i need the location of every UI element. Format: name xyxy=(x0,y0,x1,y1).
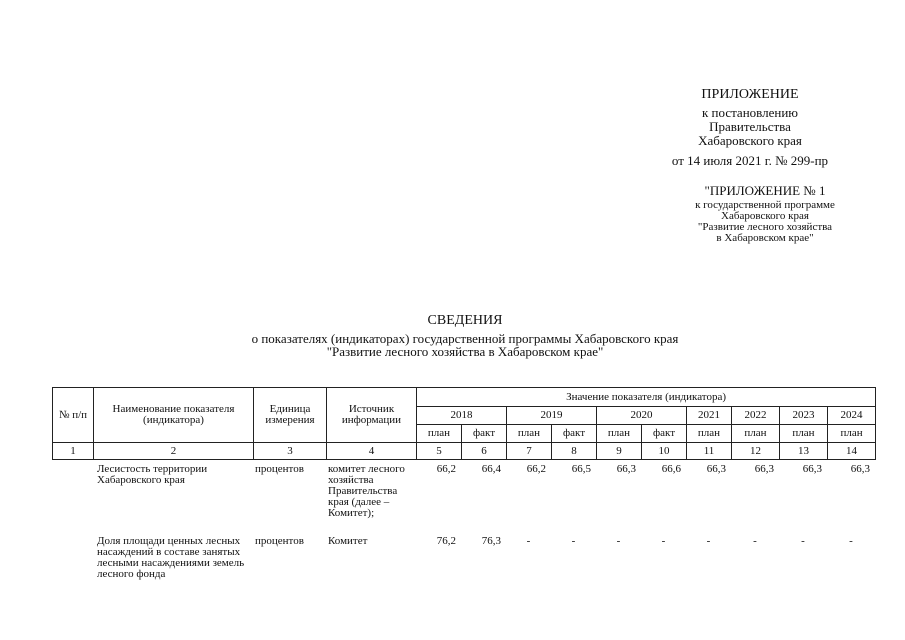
column-number: 5 xyxy=(417,443,462,460)
appendix-date: от 14 июля 2021 г. № 299-пр xyxy=(671,153,829,168)
row-value: - xyxy=(616,535,621,547)
column-number: 9 xyxy=(597,443,642,460)
row-value: - xyxy=(706,535,711,547)
header-unit: Единица измерения xyxy=(254,388,327,443)
appendix-title: ПРИЛОЖЕНИЕ xyxy=(701,87,799,102)
column-number: 3 xyxy=(254,443,327,460)
row-value: 76,2 xyxy=(436,535,456,547)
column-number: 12 xyxy=(732,443,780,460)
row-value: - xyxy=(801,535,805,547)
header-fact: факт xyxy=(642,425,687,443)
header-plan: план xyxy=(732,425,780,443)
row-unit: процентов xyxy=(255,463,304,475)
appendix-1-line-4: в Хабаровском крае" xyxy=(716,232,814,244)
column-number: 10 xyxy=(642,443,687,460)
header-num: № п/п xyxy=(53,388,94,443)
row-value: 66,3 xyxy=(802,463,822,475)
column-number: 13 xyxy=(780,443,828,460)
header-plan: план xyxy=(417,425,462,443)
header-name: Наименование показателя (индикатора) xyxy=(94,388,254,443)
header-year: 2023 xyxy=(780,407,828,425)
header-year: 2018 xyxy=(417,407,507,425)
row-value: - xyxy=(849,535,853,547)
appendix-1-line-3: "Развитие лесного хозяйства xyxy=(697,221,833,233)
row-unit: процентов xyxy=(255,535,304,547)
appendix-1-header xyxy=(660,184,870,244)
row-value: 66,2 xyxy=(436,463,456,475)
header-year: 2022 xyxy=(732,407,780,425)
column-number: 7 xyxy=(507,443,552,460)
header-year: 2024 xyxy=(828,407,876,425)
row-name: Лесистость территории Хабаровского края xyxy=(97,463,208,486)
header-plan: план xyxy=(780,425,828,443)
header-plan: план xyxy=(687,425,732,443)
row-value: 66,6 xyxy=(661,463,681,475)
header-year: 2020 xyxy=(597,407,687,425)
header-year: 2021 xyxy=(687,407,732,425)
table-row xyxy=(52,534,875,592)
column-number: 6 xyxy=(462,443,507,460)
table-row xyxy=(52,462,875,534)
row-value: 66,2 xyxy=(526,463,546,475)
header-plan: план xyxy=(828,425,876,443)
appendix-1-line-2: Хабаровского края xyxy=(721,210,809,222)
header-source: Источник информации xyxy=(327,388,417,443)
column-number: 4 xyxy=(327,443,417,460)
appendix-line-2: Правительства xyxy=(709,119,791,134)
indicators-table-header xyxy=(52,387,876,460)
header-year: 2019 xyxy=(507,407,597,425)
column-number: 8 xyxy=(552,443,597,460)
header-fact: факт xyxy=(552,425,597,443)
row-num xyxy=(52,534,93,592)
appendix-header xyxy=(640,88,860,168)
appendix-1-title: "ПРИЛОЖЕНИЕ № 1 xyxy=(704,183,826,198)
document-title-line-2: "Развитие лесного хозяйства в Хабаровском крае" xyxy=(326,344,604,359)
row-value: 66,3 xyxy=(850,463,870,475)
row-value: 66,3 xyxy=(754,463,774,475)
row-value: - xyxy=(526,535,531,547)
row-value: 66,3 xyxy=(616,463,636,475)
header-fact: факт xyxy=(462,425,507,443)
row-value: 66,4 xyxy=(481,463,501,475)
row-source: Комитет xyxy=(328,535,368,547)
header-value-group: Значение показателя (индикатора) xyxy=(417,388,876,407)
appendix-line-3: Хабаровского края xyxy=(698,133,802,148)
row-value: 66,5 xyxy=(571,463,591,475)
row-num xyxy=(52,462,93,534)
appendix-line-1: к постановлению xyxy=(701,105,799,120)
column-number: 11 xyxy=(687,443,732,460)
indicators-table-body xyxy=(52,462,875,592)
column-number: 2 xyxy=(94,443,254,460)
row-source: комитет лесного хозяйства Правительства края (далее – Комитет); xyxy=(328,463,405,519)
header-plan: план xyxy=(597,425,642,443)
row-name: Доля площади ценных лесных насаждений в составе занятых лесными насаждениями земель лесного фонда xyxy=(97,535,245,580)
appendix-1-line-1: к государственной программе xyxy=(695,199,835,211)
column-number: 14 xyxy=(828,443,876,460)
column-number: 1 xyxy=(53,443,94,460)
document-title-line-1: о показателях (индикаторах) государственной программы Хабаровского края xyxy=(251,331,679,346)
row-value: 66,3 xyxy=(706,463,726,475)
row-value: - xyxy=(753,535,757,547)
header-plan: план xyxy=(507,425,552,443)
document-title-main: СВЕДЕНИЯ xyxy=(427,313,503,328)
row-value: - xyxy=(661,535,666,547)
document-title xyxy=(140,314,790,358)
row-value: - xyxy=(571,535,576,547)
row-value: 76,3 xyxy=(481,535,501,547)
